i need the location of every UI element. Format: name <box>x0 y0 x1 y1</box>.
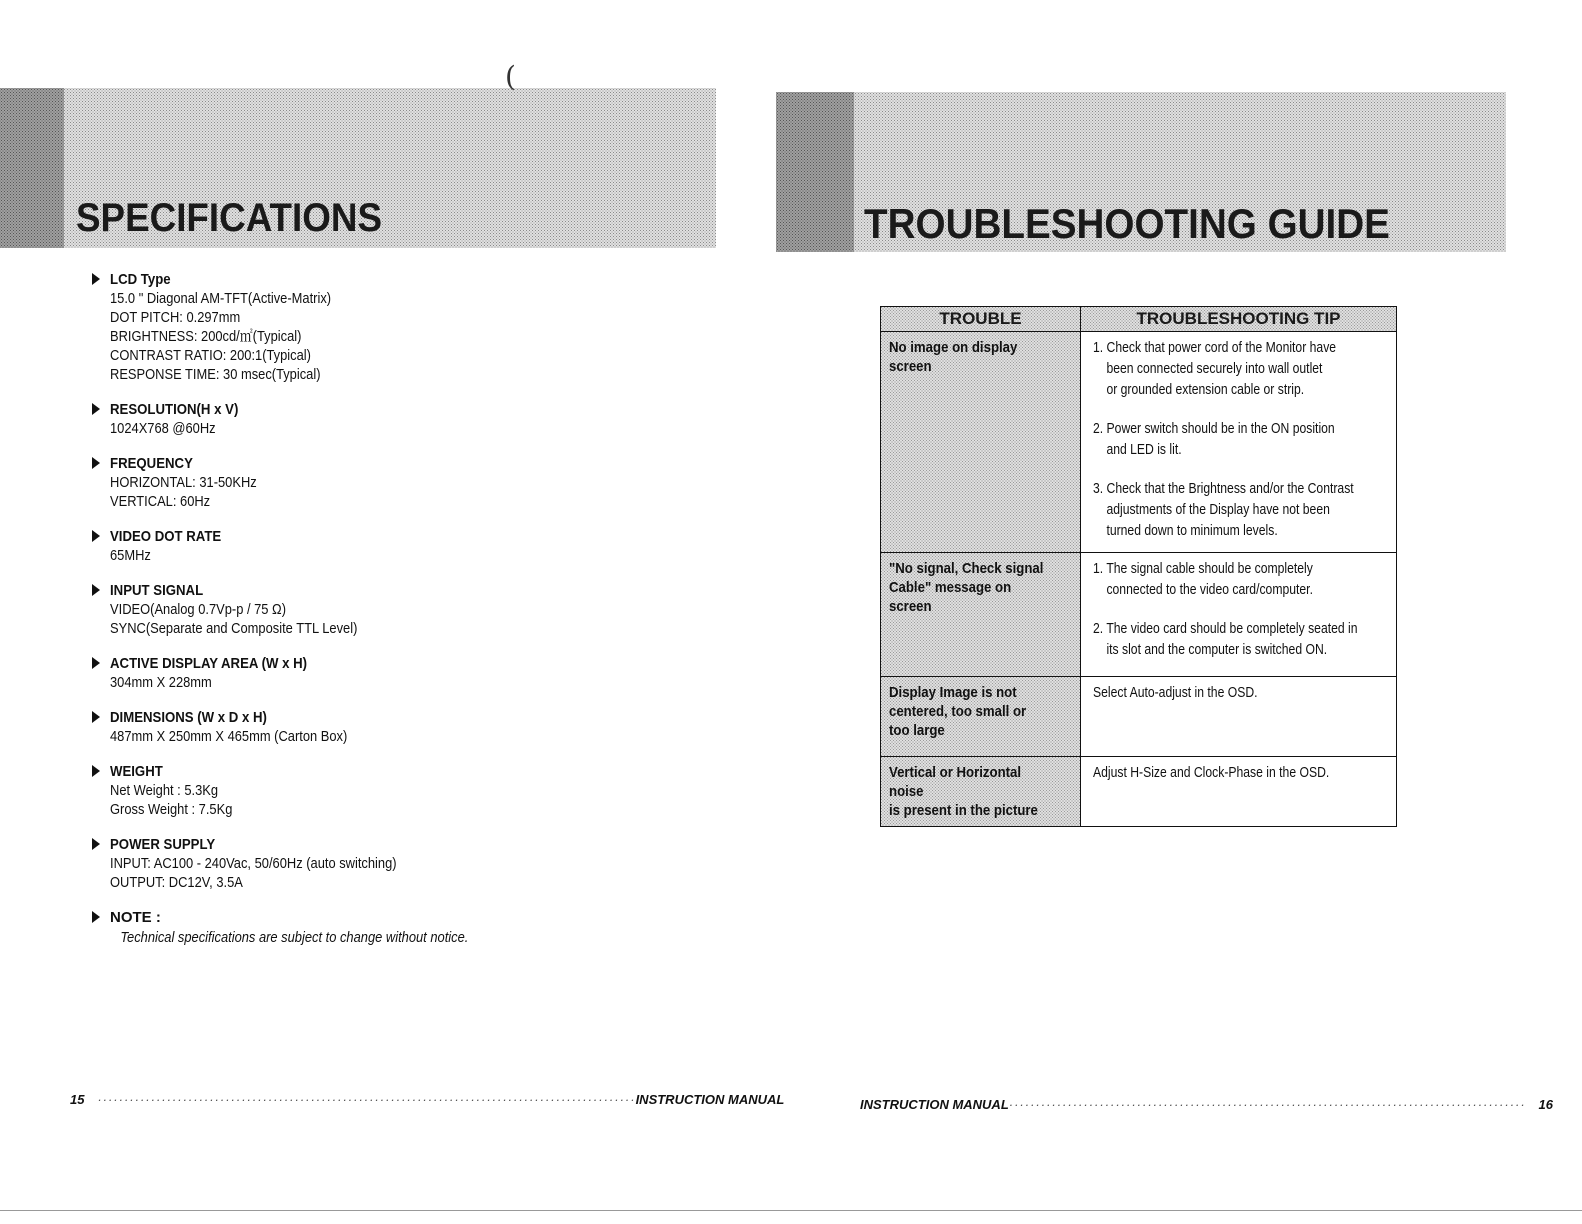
table-row <box>881 553 1397 677</box>
spec-value: 487mm X 250mm X 465mm (Carton Box) <box>110 728 348 745</box>
tip-line: 2. The video card should be completely seated in <box>1093 621 1358 637</box>
note-section <box>92 908 692 949</box>
tip-line: 1. Check that power cord of the Monitor have <box>1093 340 1337 356</box>
spec-value: OUTPUT: DC12V, 3.5A <box>110 874 243 891</box>
tip-item <box>1093 763 1388 784</box>
tip-line: connected to the video card/computer. <box>1106 582 1313 598</box>
trouble-cell <box>881 553 1081 677</box>
table-row <box>881 757 1397 827</box>
spec-heading: INPUT SIGNAL <box>110 582 204 599</box>
bullet-arrow-icon <box>92 838 100 850</box>
spec-heading: POWER SUPPLY <box>110 836 216 853</box>
page-number-right: 16 <box>1538 1097 1554 1112</box>
spec-item <box>92 527 692 565</box>
tip-item <box>1093 338 1388 401</box>
trouble-text: Display Image is not centered, too small or too large <box>889 684 1027 739</box>
note-heading: NOTE : <box>110 909 161 926</box>
tip-line: Select Auto-adjust in the OSD. <box>1093 685 1258 701</box>
spec-item <box>92 654 692 692</box>
spec-item <box>92 270 692 384</box>
spec-heading: DIMENSIONS (W x D x H) <box>110 709 267 726</box>
page-edge-line <box>0 1210 1582 1211</box>
tip-item <box>1093 419 1388 461</box>
bullet-arrow-icon <box>92 711 100 723</box>
spec-value: 304mm X 228mm <box>110 674 212 691</box>
bullet-arrow-icon <box>92 911 100 923</box>
spec-item <box>92 454 692 511</box>
bullet-arrow-icon <box>92 457 100 469</box>
trouble-cell <box>881 332 1081 553</box>
table-header-row <box>881 307 1397 332</box>
specifications-list <box>92 270 692 965</box>
tip-cell <box>1081 677 1397 757</box>
tip-item <box>1093 559 1388 601</box>
tip-item <box>1093 683 1388 704</box>
bullet-arrow-icon <box>92 530 100 542</box>
spec-item <box>92 581 692 638</box>
spec-value: DOT PITCH: 0.297mm <box>110 309 241 326</box>
bullet-arrow-icon <box>92 657 100 669</box>
tip-line: its slot and the computer is switched ON. <box>1106 642 1328 658</box>
spec-heading: WEIGHT <box>110 763 163 780</box>
spec-value: CONTRAST RATIO: 200:1(Typical) <box>110 347 311 364</box>
tip-line: turned down to minimum levels. <box>1106 523 1278 539</box>
page-title-troubleshooting: TROUBLESHOOTING GUIDE <box>864 200 1390 247</box>
header-trouble: TROUBLE <box>881 307 1081 332</box>
note-text: Technical specifications are subject to change without notice. <box>120 929 469 946</box>
spec-item <box>92 835 692 892</box>
spec-value: INPUT: AC100 - 240Vac, 50/60Hz (auto switching) <box>110 855 397 872</box>
spec-item <box>92 708 692 746</box>
spec-item <box>92 400 692 438</box>
bullet-arrow-icon <box>92 273 100 285</box>
spec-value: Net Weight : 5.3Kg <box>110 782 219 799</box>
spec-value: SYNC(Separate and Composite TTL Level) <box>110 620 358 637</box>
spec-value: 65MHz <box>110 547 151 564</box>
tip-line: 2. Power switch should be in the ON position <box>1093 421 1335 437</box>
footer-leader-dots: ································································································· <box>1008 1097 1535 1112</box>
trouble-cell <box>881 757 1081 827</box>
spec-heading: ACTIVE DISPLAY AREA (W x H) <box>110 655 308 672</box>
spec-value: Gross Weight : 7.5Kg <box>110 801 233 818</box>
footer-leader-dots: ····································································································· <box>88 1092 636 1107</box>
page-number-left: 15 <box>70 1092 85 1107</box>
spec-heading: VIDEO DOT RATE <box>110 528 222 545</box>
trouble-text: Vertical or Horizontal noise is present in the picture <box>889 764 1038 819</box>
spec-heading: FREQUENCY <box>110 455 193 472</box>
tip-line: been connected securely into wall outlet <box>1106 361 1323 377</box>
footer-left <box>70 1092 784 1107</box>
tip-line: 1. The signal cable should be completely <box>1093 561 1313 577</box>
spec-value: VERTICAL: 60Hz <box>110 493 211 510</box>
trouble-cell <box>881 677 1081 757</box>
tip-item <box>1093 619 1388 661</box>
tip-cell <box>1081 757 1397 827</box>
page-title-specifications: SPECIFICATIONS <box>76 196 383 240</box>
table-row <box>881 332 1397 553</box>
footer-right <box>860 1097 1553 1112</box>
spec-item <box>92 762 692 819</box>
spec-value: VIDEO(Analog 0.7Vp-p / 75 Ω) <box>110 601 287 618</box>
tip-line: Adjust H-Size and Clock-Phase in the OSD. <box>1093 765 1330 781</box>
tip-line: adjustments of the Display have not been <box>1106 502 1330 518</box>
spec-heading: RESOLUTION(H x V) <box>110 401 239 418</box>
table-row <box>881 677 1397 757</box>
header-troubleshooting-tip: TROUBLESHOOTING TIP <box>1081 307 1397 332</box>
spec-value: BRIGHTNESS: 200cd/㎡(Typical) <box>110 328 302 345</box>
spec-value: RESPONSE TIME: 30 msec(Typical) <box>110 366 321 383</box>
spec-value: 1024X768 @60Hz <box>110 420 216 437</box>
bullet-arrow-icon <box>92 584 100 596</box>
tip-line: 3. Check that the Brightness and/or the Contrast <box>1093 481 1354 497</box>
tip-cell <box>1081 553 1397 677</box>
troubleshooting-table <box>880 306 1397 827</box>
trouble-text: No image on display screen <box>889 339 1018 375</box>
specifications-banner-block <box>0 88 64 248</box>
scan-mark: ( <box>505 60 516 93</box>
tip-cell <box>1081 332 1397 553</box>
bullet-arrow-icon <box>92 765 100 777</box>
tip-line: or grounded extension cable or strip. <box>1106 382 1305 398</box>
spec-value: HORIZONTAL: 31-50KHz <box>110 474 257 491</box>
bullet-arrow-icon <box>92 403 100 415</box>
footer-label-right: INSTRUCTION MANUAL <box>860 1097 1009 1112</box>
troubleshooting-banner-block <box>776 92 854 252</box>
footer-label-left: INSTRUCTION MANUAL <box>635 1092 785 1107</box>
tip-item <box>1093 479 1388 542</box>
spec-heading: LCD Type <box>110 271 171 288</box>
tip-line: and LED is lit. <box>1106 442 1182 458</box>
trouble-text: "No signal, Check signal Cable" message on screen <box>889 560 1044 615</box>
spec-value: 15.0 " Diagonal AM-TFT(Active-Matrix) <box>110 290 332 307</box>
